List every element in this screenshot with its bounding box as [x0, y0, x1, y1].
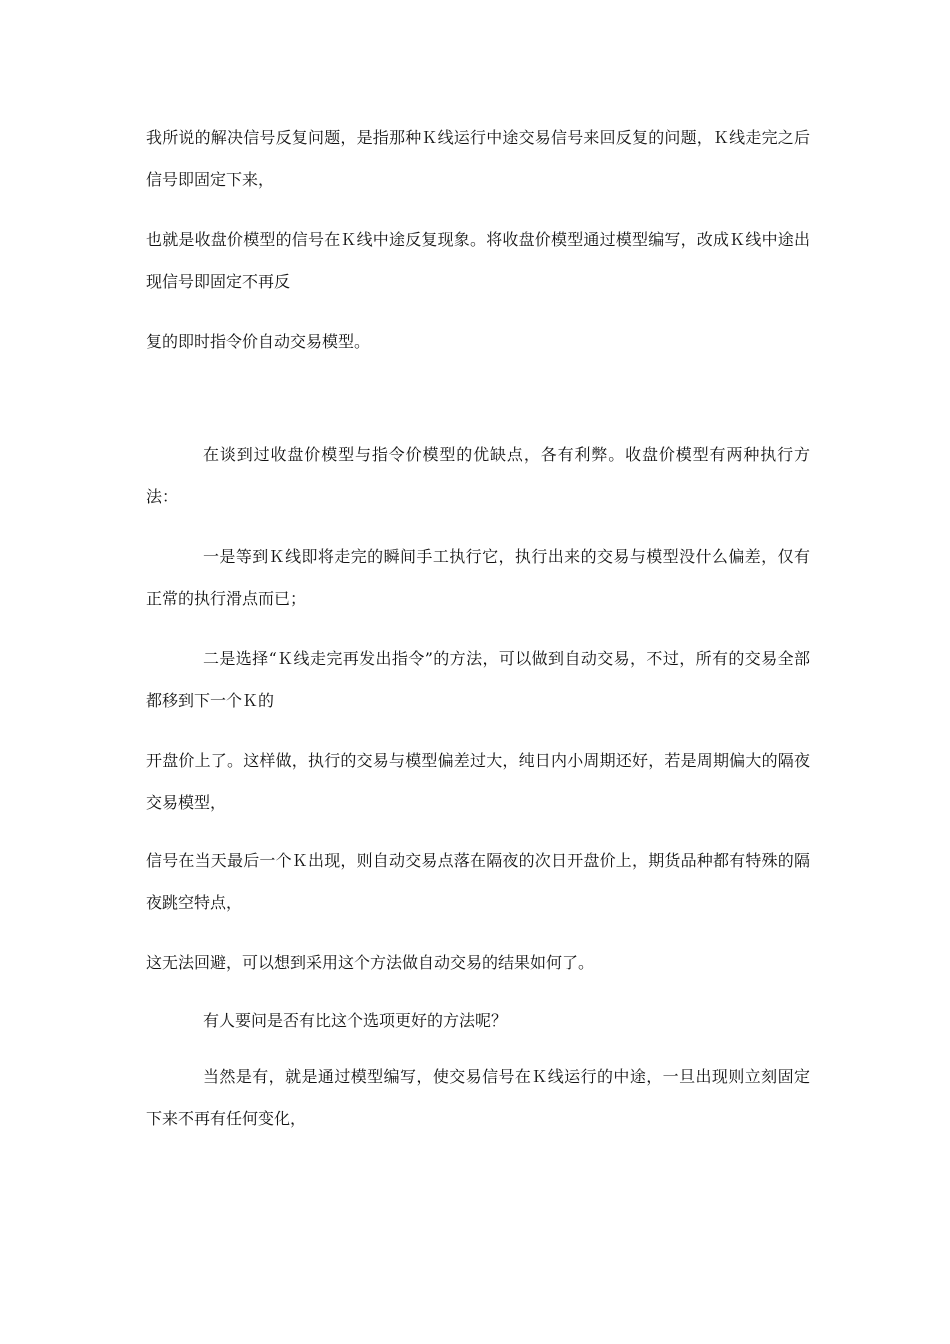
paragraph-4: 在谈到过收盘价模型与指令价模型的优缺点，各有利弊。收盘价模型有两种执行方法： — [146, 445, 810, 506]
paragraph-11: 当然是有，就是通过模型编写，使交易信号在Ｋ线运行的中途，一旦出现则立刻固定下来不再有任何变化， — [146, 1067, 810, 1128]
paragraph-5: 一是等到Ｋ线即将走完的瞬间手工执行它，执行出来的交易与模型没什么偏差，仅有正常的执行滑点而已； — [146, 547, 810, 608]
paragraph-8: 信号在当天最后一个Ｋ出现，则自动交易点落在隔夜的次日开盘价上，期货品种都有特殊的隔夜跳空特点， — [146, 851, 810, 912]
paragraph-7: 开盘价上了。这样做，执行的交易与模型偏差过大，纯日内小周期还好，若是周期偏大的隔夜交易模型， — [146, 751, 810, 812]
paragraph-3: 复的即时指令价自动交易模型。 — [146, 332, 371, 351]
paragraph-9: 这无法回避，可以想到采用这个方法做自动交易的结果如何了。 — [146, 953, 595, 972]
paragraph-2: 也就是收盘价模型的信号在Ｋ线中途反复现象。将收盘价模型通过模型编写，改成Ｋ线中途出现信号即固定不再反 — [146, 230, 810, 291]
paragraph-10: 有人要问是否有比这个选项更好的方法呢？ — [203, 1011, 508, 1030]
paragraph-1: 我所说的解决信号反复问题，是指那种Ｋ线运行中途交易信号来回反复的问题，Ｋ线走完之后信号即固定下来， — [146, 128, 810, 189]
paragraph-6: 二是选择“Ｋ线走完再发出指令”的方法，可以做到自动交易，不过，所有的交易全部都移到下一个Ｋ的 — [146, 649, 810, 710]
